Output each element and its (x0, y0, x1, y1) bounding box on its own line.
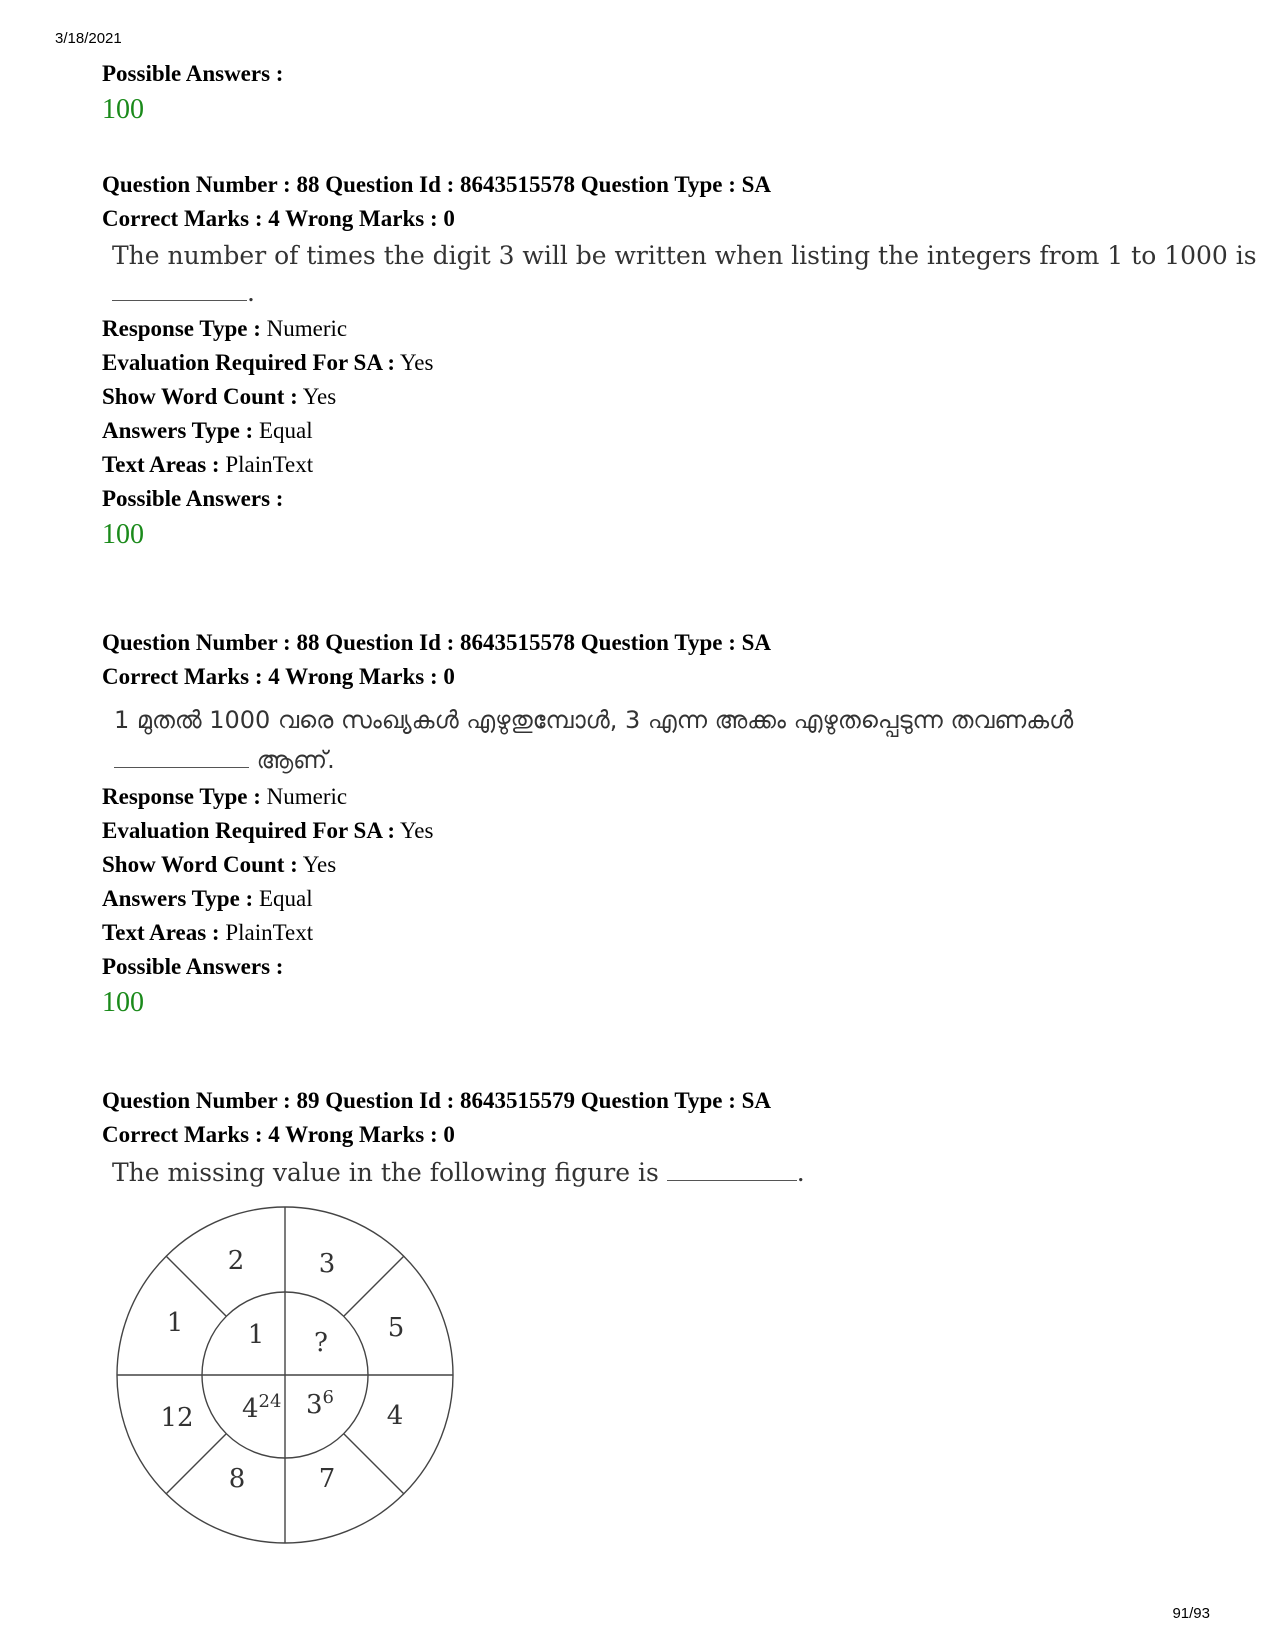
text-areas: Text Areas : PlainText (102, 920, 314, 945)
answers-type: Answers Type : Equal (102, 886, 313, 911)
marks-line: Correct Marks : 4 Wrong Marks : 0 (102, 206, 455, 231)
question-88-malayalam (102, 626, 1212, 1022)
marks-line: Correct Marks : 4 Wrong Marks : 0 (102, 1122, 455, 1147)
question-header: Question Number : 88 Question Id : 8643515578 Question Type : SA (102, 630, 772, 655)
figure-inner-value: 1 (247, 1320, 265, 1350)
print-date: 3/18/2021 (55, 30, 122, 47)
response-type: Response Type : Numeric (102, 316, 348, 341)
marks-line: Correct Marks : 4 Wrong Marks : 0 (102, 664, 455, 689)
question-header: Question Number : 88 Question Id : 8643515578 Question Type : SA (102, 172, 772, 197)
figure-missing-value: ? (314, 1328, 328, 1358)
question-88-english (102, 168, 1257, 554)
figure-outer-value: 5 (387, 1313, 405, 1343)
diagonal-divider (166, 1434, 226, 1494)
question-header: Question Number : 89 Question Id : 8643515579 Question Type : SA (102, 1088, 772, 1113)
possible-answers-label: Possible Answers : (102, 486, 284, 511)
diagonal-divider (344, 1434, 404, 1494)
evaluation-required: Evaluation Required For SA : Yes (102, 350, 434, 375)
text-areas: Text Areas : PlainText (102, 452, 314, 477)
figure-outer-value: 3 (318, 1249, 336, 1279)
figure-outer-value: 1 (166, 1308, 184, 1338)
question-text: The number of times the digit 3 will be written when listing the integers from 1 to 1000 is (112, 241, 1257, 270)
previous-question-tail (102, 57, 1212, 129)
question-89 (102, 1084, 1212, 1192)
circle-puzzle-figure (110, 1205, 470, 1550)
page-number: 91/93 (1172, 1605, 1210, 1622)
possible-answers-label: Possible Answers : (102, 954, 284, 979)
figure-inner-power: $3^6$ (306, 1387, 334, 1420)
show-word-count: Show Word Count : Yes (102, 852, 337, 877)
diagonal-divider (344, 1256, 404, 1316)
possible-answer-value: 100 (102, 987, 144, 1018)
figure-outer-value: 8 (228, 1464, 246, 1494)
show-word-count: Show Word Count : Yes (102, 384, 337, 409)
possible-answer-value: 100 (102, 519, 144, 550)
figure-inner-power: $4^{24}$ (242, 1391, 282, 1424)
figure-outer-value: 2 (227, 1246, 245, 1276)
diagonal-divider (166, 1256, 226, 1316)
answers-type: Answers Type : Equal (102, 418, 313, 443)
evaluation-required: Evaluation Required For SA : Yes (102, 818, 434, 843)
answer-blank: . (102, 274, 1212, 312)
question-text: The missing value in the following figure is . (112, 1158, 805, 1187)
figure-outer-value: 12 (160, 1403, 194, 1433)
question-text-line2: ആണ്. (102, 740, 1212, 780)
figure-outer-value: 7 (318, 1464, 336, 1494)
possible-answers-label: Possible Answers : (102, 61, 284, 86)
response-type: Response Type : Numeric (102, 784, 348, 809)
possible-answer-value: 100 (102, 94, 144, 125)
figure-outer-value: 4 (386, 1401, 404, 1431)
question-text-line1: 1 മുതൽ 1000 വരെ സംഖ്യകൾ എഴുതുമ്പോൾ, 3 എന്ന അക്കം എഴുതപ്പെടുന്ന തവണകൾ (114, 706, 1074, 734)
